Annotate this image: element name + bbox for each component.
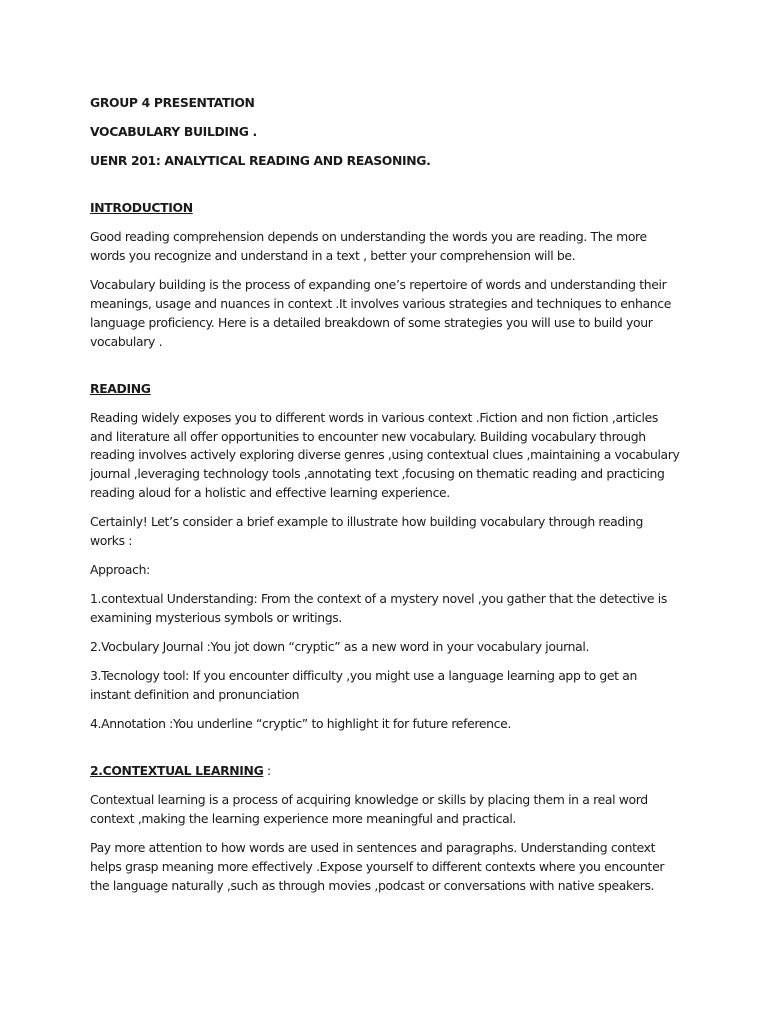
group-title: GROUP 4 PRESENTATION (90, 95, 255, 110)
topic-title: VOCABULARY BUILDING . (90, 124, 257, 140)
introduction-paragraph-1: Good reading comprehension depends on understanding the words you are reading. The more words you recognize and understand in a text , better your comprehension will be. (90, 229, 647, 264)
approach-label: Approach: (90, 562, 150, 578)
contextual-heading: 2.CONTEXTUAL LEARNING (90, 763, 264, 779)
approach-step: 1.contextual Understanding: From the context of a mystery novel ,you gather that the detective is examining mysterious symbols or writings. (90, 591, 667, 626)
course-title: UENR 201: ANALYTICAL READING AND REASONING. (90, 153, 431, 169)
approach-step: 3.Tecnology tool: If you encounter difficulty ,you might use a language learning app to get an instant definition and pronunciation (90, 668, 638, 703)
contextual-paragraph-1: Contextual learning is a process of acquiring knowledge or skills by placing them in a real word context ,making the learning experience more meaningful and practical. (90, 792, 648, 827)
reading-heading: READING (90, 380, 151, 396)
document-page (90, 94, 680, 906)
introduction-paragraph-2: Vocabulary building is the process of expanding one’s repertoire of words and understanding their meanings, usage and nuances in context .It involves various strategies and techniques to enhance language proficiency. Here is a detailed breakdown of some strategies you will use to build your vocabulary . (90, 277, 671, 349)
approach-step: 4.Annotation :You underline “cryptic” to highlight it for future reference. (90, 716, 511, 732)
contextual-heading-line (90, 762, 680, 781)
contextual-paragraph-2: Pay more attention to how words are used in sentences and paragraphs. Understanding context helps grasp meaning more effectively .Expose yourself to different contexts where you encounter the language naturally ,such as through movies ,podcast or conversations with native speakers. (90, 840, 665, 893)
reading-paragraph-1: Reading widely exposes you to different words in various context .Fiction and non fiction ,articles and literature all offer opportunities to encounter new vocabulary. Building vocabulary through reading involves actively exploring diverse genres ,using contextual clues ,maintaining a vocabulary journal ,leveraging technology tools ,annotating text ,focusing on thematic reading and practicing reading aloud for a holistic and effective learning experience. (90, 409, 680, 500)
reading-paragraph-2: Certainly! Let’s consider a brief example to illustrate how building vocabulary through reading works : (90, 514, 644, 548)
introduction-heading: INTRODUCTION (90, 200, 193, 216)
approach-step: 2.Vocbulary Journal :You jot down “cryptic” as a new word in your vocabulary journal. (90, 639, 590, 655)
contextual-heading-suffix: : (263, 763, 271, 779)
